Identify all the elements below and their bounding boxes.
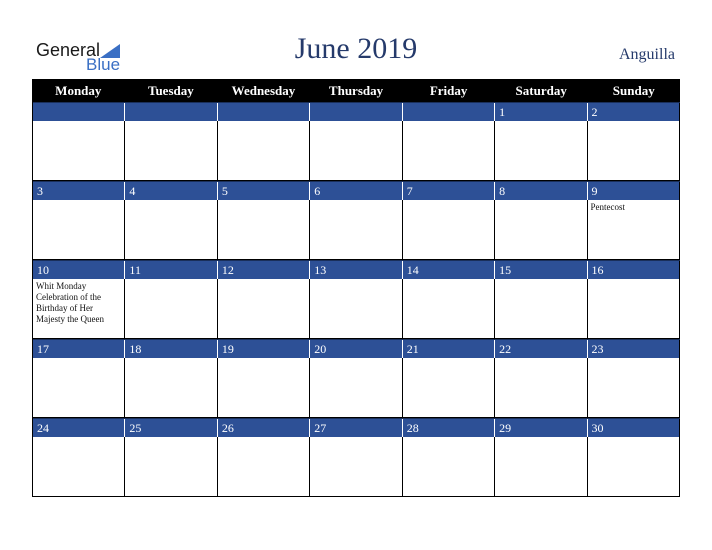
day-number: 20 (310, 340, 402, 358)
week-cells (33, 279, 680, 339)
weekday-thursday: Thursday (328, 83, 384, 98)
day-cell (218, 358, 310, 417)
day-cell (218, 437, 310, 496)
day-number: 5 (218, 182, 310, 200)
day-number: 24 (33, 419, 125, 437)
day-cell (403, 200, 495, 259)
weekday-wednesday: Wednesday (231, 83, 296, 98)
day-cell (588, 279, 680, 338)
day-cell (310, 437, 402, 496)
day-number: 13 (310, 261, 402, 279)
day-cell (125, 437, 217, 496)
week-date-bar (33, 339, 680, 358)
day-number: 23 (588, 340, 680, 358)
day-number: 15 (495, 261, 587, 279)
day-number: 19 (218, 340, 310, 358)
day-cell (218, 121, 310, 180)
day-number: 27 (310, 419, 402, 437)
day-cell (310, 358, 402, 417)
day-cell (33, 121, 125, 180)
holiday-note: Pentecost (590, 202, 626, 212)
day-cell (495, 279, 587, 338)
day-cell (218, 279, 310, 338)
day-number: 2 (588, 103, 680, 121)
day-number: 1 (495, 103, 587, 121)
day-cell (495, 200, 587, 259)
day-cell (403, 279, 495, 338)
week-row (32, 102, 680, 181)
day-number: 17 (33, 340, 125, 358)
day-cell (125, 121, 217, 180)
day-number: 18 (125, 340, 217, 358)
day-cell (125, 279, 217, 338)
day-number (403, 103, 495, 121)
day-number: 10 (33, 261, 125, 279)
weekday-tuesday: Tuesday (147, 83, 194, 98)
day-number: 26 (218, 419, 310, 437)
day-cell (588, 121, 680, 180)
week-row (32, 418, 680, 497)
day-number: 22 (495, 340, 587, 358)
week-date-bar (33, 181, 680, 200)
day-number: 28 (403, 419, 495, 437)
day-cell (588, 200, 680, 259)
page-title: June 2019 (294, 32, 418, 65)
day-cell (403, 358, 495, 417)
day-number (33, 103, 125, 121)
day-number (310, 103, 402, 121)
day-number: 16 (588, 261, 680, 279)
day-cell (310, 121, 402, 180)
day-cell (588, 437, 680, 496)
day-number: 21 (403, 340, 495, 358)
day-cell (495, 358, 587, 417)
week-cells (33, 200, 680, 260)
day-cell (125, 358, 217, 417)
week-cells (33, 358, 680, 418)
calendar (32, 79, 680, 497)
day-number: 6 (310, 182, 402, 200)
week-row (32, 260, 680, 339)
day-cell (310, 279, 402, 338)
weekday-saturday: Saturday (515, 83, 567, 98)
weekday-sunday: Sunday (612, 83, 655, 98)
week-cells (33, 437, 680, 497)
day-number: 8 (495, 182, 587, 200)
weekday-monday: Monday (55, 83, 102, 98)
day-cell (33, 279, 125, 338)
weekday-friday: Friday (429, 83, 468, 98)
day-number: 29 (495, 419, 587, 437)
day-cell (403, 121, 495, 180)
day-cell (33, 358, 125, 417)
day-cell (33, 200, 125, 259)
day-number: 12 (218, 261, 310, 279)
week-date-bar (33, 260, 680, 279)
week-date-bar (33, 102, 680, 121)
holiday-note: Whit Monday Celebration of the Birthday of Her Majesty the Queen (36, 281, 104, 324)
day-number: 3 (33, 182, 125, 200)
day-cell (403, 437, 495, 496)
week-cells (33, 121, 680, 181)
day-number: 11 (125, 261, 217, 279)
weekday-header (32, 79, 680, 102)
week-date-bar (33, 418, 680, 437)
day-number: 7 (403, 182, 495, 200)
day-number: 30 (588, 419, 680, 437)
day-cell (218, 200, 310, 259)
day-number (125, 103, 217, 121)
day-number (218, 103, 310, 121)
day-cell (33, 437, 125, 496)
day-cell (495, 121, 587, 180)
day-number: 9 (588, 182, 680, 200)
day-number: 25 (125, 419, 217, 437)
logo-blue-text: Blue (86, 55, 121, 74)
day-cell (310, 200, 402, 259)
day-number: 4 (125, 182, 217, 200)
week-row (32, 339, 680, 418)
logo-general-text: General (36, 40, 101, 60)
day-cell (495, 437, 587, 496)
day-cell (588, 358, 680, 417)
week-row (32, 181, 680, 260)
day-cell (125, 200, 217, 259)
country-label: Anguilla (619, 46, 675, 63)
day-number: 14 (403, 261, 495, 279)
